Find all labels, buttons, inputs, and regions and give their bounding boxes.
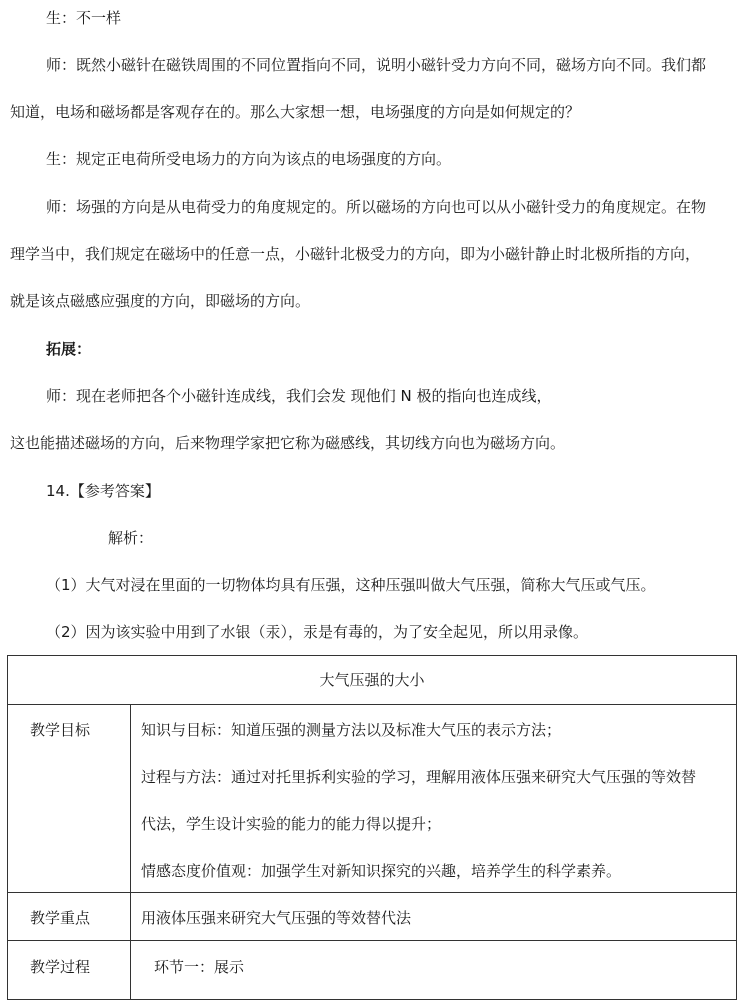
paragraph-teacher-field-lines: 师：现在老师把各个小磁针连成线，我们会发 现他们 N 极的指向也连成线，	[46, 387, 552, 405]
paragraph-teacher-compass-cont: 知道，电场和磁场都是客观存在的。那么大家想一想，电场强度的方向是如何规定的？	[10, 103, 581, 121]
row-label-objectives: 教学目标	[30, 721, 91, 739]
process-step-text: 环节一：展示	[154, 958, 245, 976]
paragraph-field-lines-cont: 这也能描述磁场的方向，后来物理学家把它称为磁感线，其切线方向也为磁场方向。	[10, 434, 566, 452]
row-label-key-point: 教学重点	[30, 909, 91, 927]
row-label-process: 教学过程	[30, 958, 91, 976]
paragraph-student-reply: 生：不一样	[46, 9, 122, 27]
lesson-plan-table	[7, 655, 737, 1000]
paragraph-teacher-field-dir-3: 就是该点磁感应强度的方向，即磁场的方向。	[10, 292, 311, 310]
paragraph-teacher-compass: 师：既然小磁针在磁铁周围的不同位置指向不同，说明小磁针受力方向不同，磁场方向不同。我们都	[46, 56, 707, 74]
objective-line: 情感态度价值观：加强学生对新知识探究的兴趣，培养学生的科学素养。	[141, 862, 622, 880]
answer-item-2: （2）因为该实验中用到了水银（汞），汞是有毒的，为了安全起见，所以用录像。	[46, 623, 589, 641]
key-point-text: 用液体压强来研究大气压强的等效替代法	[141, 909, 412, 927]
table-title: 大气压强的大小	[319, 671, 425, 689]
answer-item-1: （1）大气对浸在里面的一切物体均具有压强，这种压强叫做大气压强，简称大气压或气压。	[46, 576, 656, 594]
table-column-divider	[130, 704, 131, 999]
objective-line: 代法，学生设计实验的能力的能力得以提升；	[141, 815, 442, 833]
extension-heading: 拓展：	[46, 340, 92, 358]
table-divider	[8, 892, 736, 893]
table-divider	[8, 940, 736, 941]
paragraph-teacher-field-dir-2: 理学当中，我们规定在磁场中的任意一点，小磁针北极受力的方向，即为小磁针静止时北极所指的方向，	[10, 245, 701, 263]
paragraph-teacher-field-dir: 师：场强的方向是从电荷受力的角度规定的。所以磁场的方向也可以从小磁针受力的角度规定。在物	[46, 198, 707, 216]
objective-line: 过程与方法：通过对托里拆利实验的学习，理解用液体压强来研究大气压强的等效替	[141, 768, 697, 786]
answer-number-heading: 14.【参考答案】	[46, 482, 160, 500]
table-divider	[8, 704, 736, 705]
analysis-label: 解析：	[108, 529, 154, 547]
objective-line: 知识与目标：知道压强的测量方法以及标准大气压的表示方法；	[141, 721, 562, 739]
paragraph-student-field-rule: 生：规定正电荷所受电场力的方向为该点的电场强度的方向。	[46, 150, 452, 168]
